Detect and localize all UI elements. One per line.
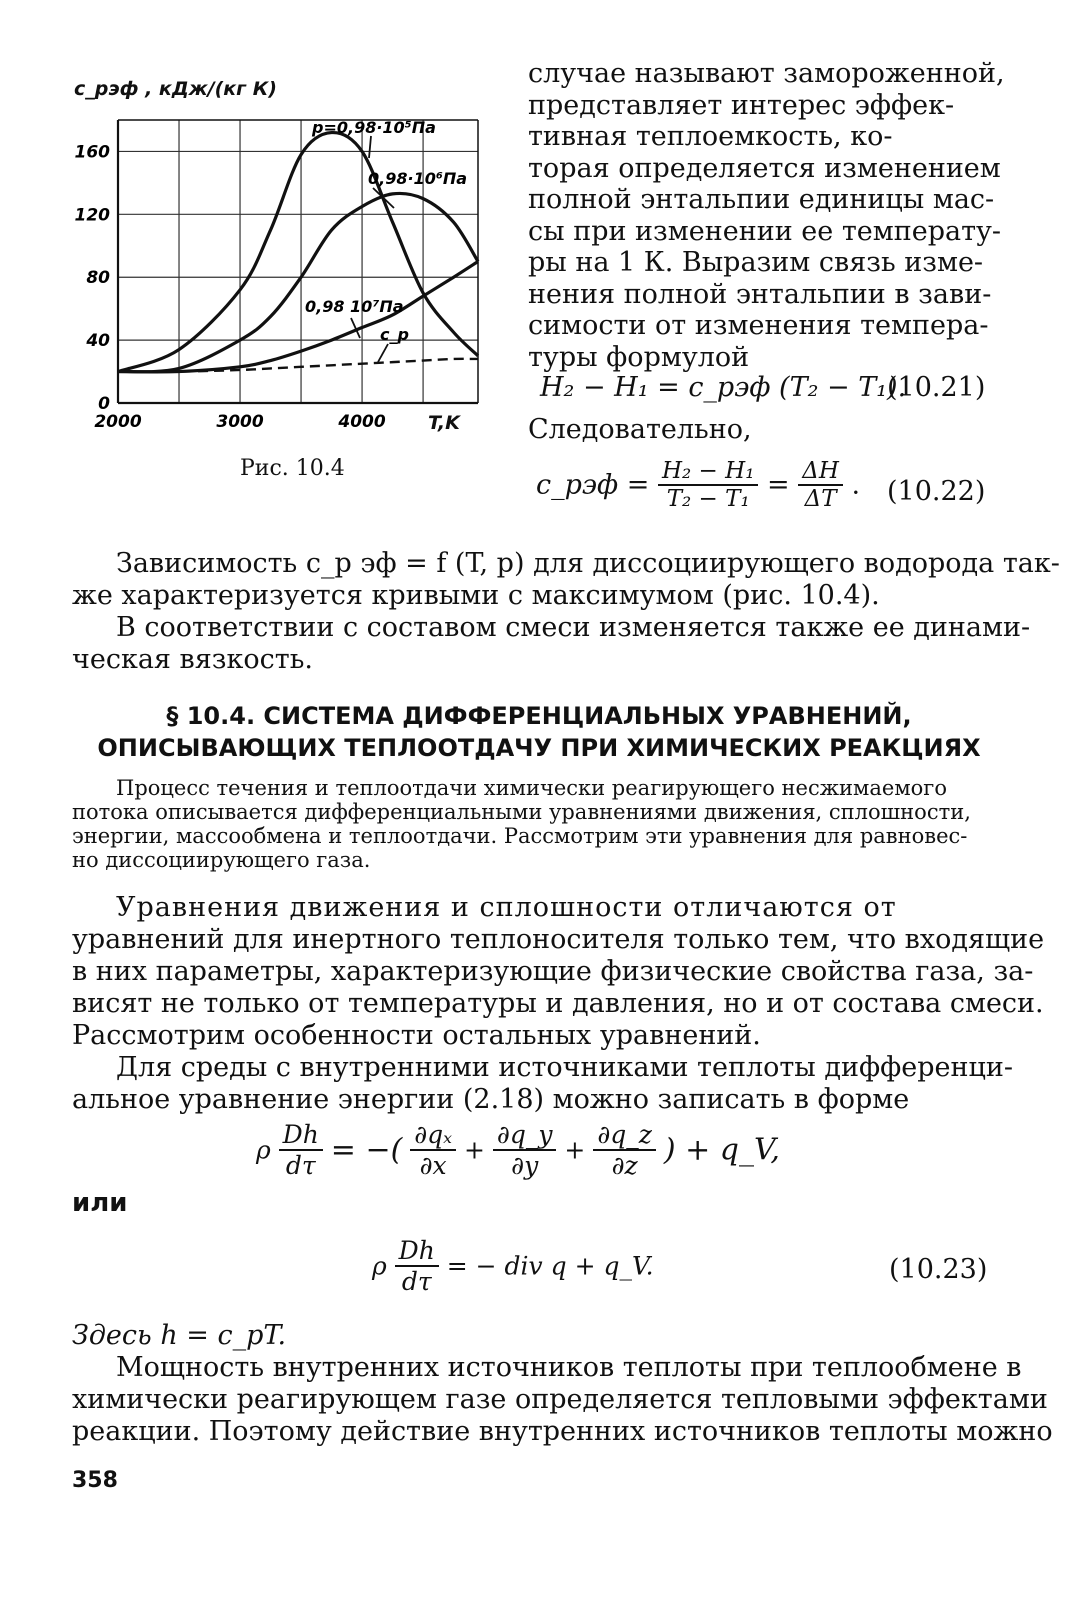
text-line: ры на 1 К. Выразим связь изме-: [528, 247, 984, 278]
rho-symbol: ρ: [372, 1251, 387, 1281]
denominator: ∂z: [611, 1151, 638, 1180]
curve-label: p=0,98·10⁵Па: [312, 118, 436, 137]
text-line: потока описывается дифференциальными уравнениями движения, сплошности,: [72, 800, 971, 824]
right-column-text: [528, 58, 1005, 373]
paragraph: [72, 612, 1031, 676]
denominator: dτ: [285, 1151, 316, 1180]
paragraph: [72, 1052, 1013, 1116]
equation-energy: [256, 1120, 780, 1180]
text-line: химически реагирующем газе определяется тепловыми эффектами: [72, 1384, 1048, 1415]
numerator: Dh: [279, 1120, 323, 1151]
text-line: Зависимость c_p эф = f (T, p) для диссоциирующего водорода так-: [116, 548, 1060, 579]
plus-sign: +: [464, 1135, 485, 1165]
text-line: энергии, массообмена и теплоотдачи. Рассмотрим эти уравнения для равновес-: [72, 824, 968, 848]
equation-10-23: [372, 1236, 654, 1296]
text-line: в них параметры, характеризующие физические свойства газа, за-: [72, 956, 1034, 987]
fraction: [593, 1120, 656, 1180]
denominator: ∂y: [511, 1151, 539, 1180]
equation-number: (10.21): [887, 372, 986, 403]
text-line: Уравнения движения и сплошности отличаются от: [116, 892, 897, 923]
figure-caption: Рис. 10.4: [240, 456, 345, 481]
fraction: [493, 1120, 557, 1180]
y-axis-label: c_рэф , кДж/(кг К): [74, 78, 277, 100]
fraction: [410, 1120, 456, 1180]
text-line: симости от изменения темпера-: [528, 310, 989, 341]
text-line: нения полной энтальпии в зави-: [528, 278, 992, 310]
text-line: висят не только от температуры и давления, но и от состава смеси.: [72, 988, 1044, 1019]
curve-label: 0,98·10⁶Па: [368, 169, 468, 188]
rho-symbol: ρ: [256, 1135, 271, 1165]
x-tick-label: 3000: [216, 412, 264, 432]
fraction: [798, 458, 843, 512]
heading-line: § 10.4. СИСТЕМА ДИФФЕРЕНЦИАЛЬНЫХ УРАВНЕНИЙ,: [166, 702, 912, 730]
leader-line: [369, 136, 371, 158]
paragraph: [72, 548, 1060, 612]
section-heading: [0, 700, 1078, 764]
text-line: торая определяется изменением: [528, 152, 1001, 184]
fraction: [658, 458, 758, 512]
text-line: же характеризуется кривыми с максимумом (рис. 10.4).: [72, 580, 880, 611]
text-line: Следовательно,: [528, 414, 752, 445]
numerator: Dh: [395, 1236, 439, 1267]
text-line: ческая вязкость.: [72, 644, 313, 675]
text-line: уравнений для инертного теплоносителя только тем, что входящие: [72, 924, 1045, 955]
text-line: Здесь h = c_pT.: [72, 1320, 287, 1351]
text-line: случае называют замороженной,: [528, 58, 1005, 89]
eq-lhs: c_рэф =: [536, 469, 650, 501]
equation-10-22: c_рэф = $\frac{\text{H₂ − H₁}}{\text{T₂ − T₁}}$ = $\frac{\Delta H}{\Delta T}$ .: [536, 458, 861, 512]
fraction: [279, 1120, 323, 1180]
text-line: сы при изменении ее температу-: [528, 215, 1002, 247]
heading-line: ОПИСЫВАЮЩИХ ТЕПЛООТДАЧУ ПРИ ХИМИЧЕСКИХ РЕАКЦИЯХ: [97, 734, 981, 762]
text-line: Мощность внутренних источников теплоты при теплообмене в: [116, 1352, 1022, 1383]
y-tick-label: 40: [86, 331, 110, 352]
abstract: [72, 776, 992, 872]
paragraph: [72, 892, 1045, 1052]
text-line: представляет интерес эффек-: [528, 89, 955, 121]
text-line: В соответствии с составом смеси изменяется также ее динами-: [116, 612, 1031, 643]
equation-number: (10.23): [889, 1254, 988, 1285]
numerator: ∂q_z: [593, 1120, 656, 1151]
y-tick-label: 80: [86, 268, 110, 289]
paragraph: [72, 1352, 1053, 1448]
text-line: Процесс течения и теплоотдачи химически реагирующего несжимаемого: [116, 776, 947, 800]
eq-part: = −(: [330, 1132, 403, 1168]
denominator: dτ: [401, 1267, 432, 1296]
eq-rhs: = − div q + q_V.: [446, 1251, 654, 1281]
y-tick-label: 160: [74, 142, 110, 163]
x-axis-label: T,K: [428, 412, 460, 434]
text-line: туры формулой: [528, 341, 750, 373]
denominator: ΔT: [804, 486, 837, 512]
page-number: 358: [72, 1468, 118, 1493]
denominator: ∂x: [419, 1151, 447, 1180]
numerator: ∂qₓ: [410, 1120, 456, 1151]
fraction: [395, 1236, 439, 1296]
plus-sign: +: [564, 1135, 586, 1165]
eq-part: ) + q_V,: [663, 1132, 780, 1168]
figure: [60, 70, 500, 490]
numerator: ∂q_y: [493, 1120, 557, 1151]
chart-ticks: [75, 142, 386, 432]
text-line: альное уравнение энергии (2.18) можно записать в форме: [72, 1084, 910, 1115]
chart-curve-labels: [305, 118, 467, 362]
leader-line: [378, 344, 388, 362]
equation-10-21: H₂ − H₁ = c_рэф (T₂ − T₁).: [540, 372, 907, 403]
series-line-2: [118, 193, 478, 371]
text-line: Рассмотрим особенности остальных уравнений.: [72, 1020, 761, 1051]
y-tick-label: 0: [98, 394, 110, 414]
x-tick-label: 4000: [338, 412, 386, 432]
text-line: реакции. Поэтому действие внутренних источников теплоты можно: [72, 1416, 1053, 1447]
numerator: H₂ − H₁: [658, 458, 758, 486]
text-line: но диссоциирующего газа.: [72, 848, 371, 872]
denominator: T₂ − T₁: [666, 486, 750, 512]
text-line: Для среды с внутренними источниками теплоты дифференци-: [116, 1052, 1013, 1083]
numerator: ΔH: [798, 458, 843, 486]
curve-label: 0,98 10⁷Па: [305, 297, 404, 316]
text-line: или: [72, 1188, 128, 1218]
text-line: полной энтальпии единицы мас-: [528, 184, 995, 215]
x-tick-label: 2000: [94, 412, 142, 432]
curve-label: c_p: [380, 325, 409, 344]
equation-number: (10.22): [887, 476, 986, 507]
text-line: тивная теплоемкость, ко-: [528, 121, 893, 152]
y-tick-label: 120: [74, 205, 110, 226]
